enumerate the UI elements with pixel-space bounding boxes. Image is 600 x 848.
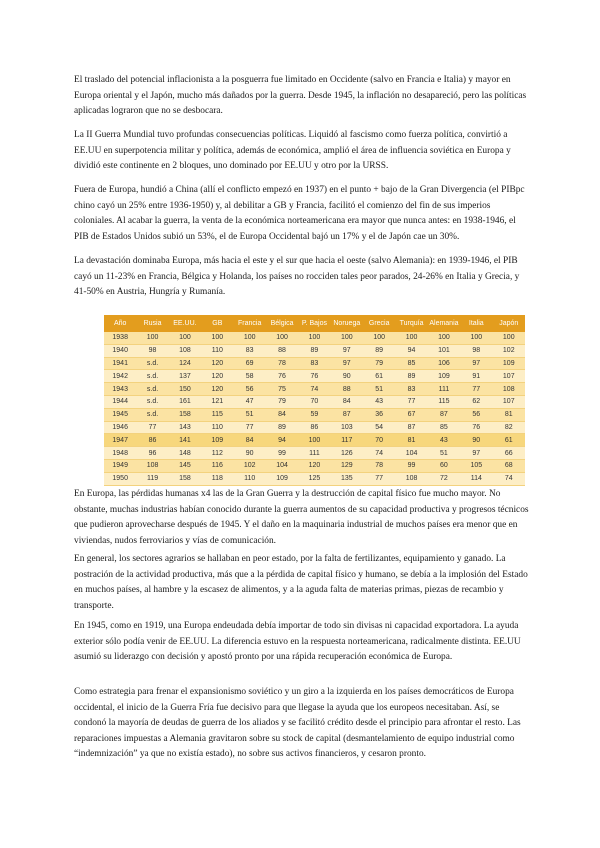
table-cell: 85 [428, 421, 460, 434]
table-cell: 84 [234, 434, 266, 447]
table-cell: 99 [266, 447, 298, 460]
table-cell: 125 [298, 472, 330, 485]
table-cell: 89 [298, 344, 330, 357]
table-cell: 60 [428, 459, 460, 472]
table-cell: 108 [136, 459, 168, 472]
table-cell: 1950 [104, 472, 136, 485]
table-cell: 121 [201, 395, 233, 408]
table-row [104, 357, 525, 370]
table-cell: 1942 [104, 370, 136, 383]
table-cell: 90 [331, 370, 363, 383]
table-cell: 36 [363, 408, 395, 421]
paragraph-outside-europe: Fuera de Europa, hundió a China (allí el conflicto empezó en 1937) en el punto + bajo de la Gran Divergencia (el PIBpc chino cayó un 25% entre 1936-1950) y, al debilitar a GB y Francia, facilitó el comienzo del fin de sus imperios coloniales. Al acabar la guerra, la venta de la económica norteamericana era mayor que nunca antes: en 1938-1946, el PIB de Estados Unidos subió un 53%, el de Europa Occidental bajó un 17% y el de Japón cae un 30%. [74, 185, 525, 242]
table-cell: 56 [234, 383, 266, 396]
table-cell: 120 [201, 383, 233, 396]
table-cell: 109 [201, 434, 233, 447]
table-header-cell: EE.UU. [169, 315, 201, 332]
table-cell: 129 [331, 459, 363, 472]
table-cell: 59 [298, 408, 330, 421]
table-cell: 1949 [104, 459, 136, 472]
table-cell: 109 [266, 472, 298, 485]
table-cell: 77 [395, 395, 427, 408]
table-cell: 75 [266, 383, 298, 396]
table-cell: 70 [363, 434, 395, 447]
table-cell: 106 [428, 357, 460, 370]
table-header-cell: Grecia [363, 315, 395, 332]
table-cell: 102 [493, 344, 526, 357]
table-cell: 107 [493, 370, 526, 383]
table-cell: 100 [460, 332, 492, 344]
table-cell: 74 [493, 472, 526, 485]
table-cell: 91 [460, 370, 492, 383]
table-cell: 158 [169, 472, 201, 485]
table-row [104, 344, 525, 357]
table-cell: 51 [234, 408, 266, 421]
table-cell: 100 [331, 332, 363, 344]
table-cell: 76 [298, 370, 330, 383]
table-cell: 115 [428, 395, 460, 408]
table-row [104, 472, 525, 485]
table-cell: 124 [169, 357, 201, 370]
table-header-row [104, 315, 525, 332]
table-cell: 105 [460, 459, 492, 472]
table-cell: 109 [493, 357, 526, 370]
table-cell: 100 [136, 332, 168, 344]
table-row [104, 447, 525, 460]
table-cell: 100 [298, 434, 330, 447]
table-cell: 158 [169, 408, 201, 421]
table-cell: 88 [266, 344, 298, 357]
table-cell: 100 [201, 332, 233, 344]
table-cell: 84 [331, 395, 363, 408]
table-cell: 137 [169, 370, 201, 383]
table-cell: 82 [493, 421, 526, 434]
table-row [104, 421, 525, 434]
table-cell: 111 [298, 447, 330, 460]
table-cell: 102 [234, 459, 266, 472]
table-cell: 1945 [104, 408, 136, 421]
table-header-cell: Turquía [395, 315, 427, 332]
table-cell: s.d. [136, 395, 168, 408]
table-cell: 98 [136, 344, 168, 357]
table-cell: 62 [460, 395, 492, 408]
table-cell: 66 [493, 447, 526, 460]
table-cell: 89 [266, 421, 298, 434]
table-cell: 143 [169, 421, 201, 434]
table-cell: 83 [234, 344, 266, 357]
table-cell: 145 [169, 459, 201, 472]
table-cell: 1938 [104, 332, 136, 344]
table-cell: 88 [331, 383, 363, 396]
table-cell: 56 [460, 408, 492, 421]
table-header-cell: Japón [493, 315, 526, 332]
table-body [104, 332, 525, 485]
table-cell: 115 [201, 408, 233, 421]
table-cell: 1940 [104, 344, 136, 357]
table-cell: 81 [493, 408, 526, 421]
table-cell: 126 [331, 447, 363, 460]
table-cell: 79 [363, 357, 395, 370]
table-cell: 43 [428, 434, 460, 447]
table-cell: 90 [234, 447, 266, 460]
table-header-cell: Año [104, 315, 136, 332]
table-cell: 104 [395, 447, 427, 460]
table-header-cell: Italia [460, 315, 492, 332]
table-cell: 77 [460, 383, 492, 396]
table-cell: 94 [395, 344, 427, 357]
table-cell: 148 [169, 447, 201, 460]
table-cell: 89 [395, 370, 427, 383]
table-cell: 114 [460, 472, 492, 485]
paragraph-devastation: La devastación dominaba Europa, más hacia el este y el sur que hacia el oeste (salvo Alemania): en 1939-1946, el PIB cayó un 11-23% en Francia, Bélgica y Holanda, los países no rocciden tales peor parados, 24-26% en Italia y Grecia, y 41-50% en Austria, Hungría y Rumanía. [74, 256, 520, 298]
table-cell: 118 [201, 472, 233, 485]
table-cell: 47 [234, 395, 266, 408]
table-cell: 68 [493, 459, 526, 472]
table-cell: 43 [363, 395, 395, 408]
table-cell: 100 [298, 332, 330, 344]
table-cell: 67 [395, 408, 427, 421]
table-cell: 120 [201, 370, 233, 383]
paragraph-cold-war-strategy: Como estrategia para frenar el expansionismo soviético y un giro a la izquierda en los países democráticos de Europa occidental, el inicio de la Guerra Fría fue decisivo para que llegase la ayuda que los europeos necesitaban. Así, se condonó la mayoría de deudas de guerra de los aliados y se facilitó crédito desde el principio para afrontar el resto. Las reparaciones impuestas a Alemania gravitaron sobre su stock de capital (desmantelamiento de equipo industrial como “indemnización” ya que no existía estado), no sobre sus activos financieros, y cesaron pronto. [74, 687, 521, 760]
table-cell: 87 [331, 408, 363, 421]
table-cell: 78 [363, 459, 395, 472]
table-row [104, 383, 525, 396]
table-cell: 1941 [104, 357, 136, 370]
table-cell: 77 [363, 472, 395, 485]
table-cell: 83 [298, 357, 330, 370]
table-row [104, 332, 525, 344]
table-header-cell: Francia [234, 315, 266, 332]
table-cell: 51 [428, 447, 460, 460]
table-cell: 70 [298, 395, 330, 408]
table-cell: 100 [428, 332, 460, 344]
table-cell: 97 [331, 357, 363, 370]
paragraph-agrarian-sectors: En general, los sectores agrarios se hallaban en peor estado, por la falta de fertilizantes, equipamiento y ganado. La postración de la actividad productiva, más que a la pérdida de capital físico y humano, se debía a la implosión del Estado en muchos países, al hambre y la escasez de alimentos, y a la aguda falta de materias primas, piezas de recambio y transporte. [74, 554, 528, 611]
table-cell: 110 [234, 472, 266, 485]
table-cell: 100 [493, 332, 526, 344]
table-cell: 1943 [104, 383, 136, 396]
table-cell: 1947 [104, 434, 136, 447]
table-cell: 109 [428, 370, 460, 383]
paragraph-human-losses: En Europa, las pérdidas humanas x4 las de la Gran Guerra y la destrucción de capital físico fue mucho mayor. No obstante, muchas industrias habían conocido durante la guerra aumentos de su capacidad productiva y progresos técnicos que pudieron aprovecharse después de 1945. Y el daño en la maquinaria industrial de muchos países era menor que en viviendas, nudos ferroviarios y vías de comunicación. [74, 489, 529, 546]
table-cell: 119 [136, 472, 168, 485]
table-cell: 120 [201, 357, 233, 370]
table-cell: 77 [136, 421, 168, 434]
table-cell: 90 [460, 434, 492, 447]
table-cell: s.d. [136, 383, 168, 396]
table-cell: 100 [266, 332, 298, 344]
table-cell: 78 [266, 357, 298, 370]
table-cell: 86 [136, 434, 168, 447]
table-cell: 61 [493, 434, 526, 447]
table-cell: 107 [493, 395, 526, 408]
table-cell: s.d. [136, 370, 168, 383]
table-cell: 74 [363, 447, 395, 460]
table-cell: 79 [266, 395, 298, 408]
table-cell: 161 [169, 395, 201, 408]
table-row [104, 408, 525, 421]
table-cell: 74 [298, 383, 330, 396]
table-row [104, 434, 525, 447]
table-cell: 51 [363, 383, 395, 396]
table-cell: 97 [331, 344, 363, 357]
table-cell: 112 [201, 447, 233, 460]
table-cell: 87 [395, 421, 427, 434]
table-cell: 96 [136, 447, 168, 460]
table-cell: s.d. [136, 357, 168, 370]
table-cell: 100 [234, 332, 266, 344]
table-cell: 110 [201, 421, 233, 434]
table-cell: 117 [331, 434, 363, 447]
table-cell: 76 [460, 421, 492, 434]
table-cell: 101 [428, 344, 460, 357]
paragraph-inflation: El traslado del potencial inflacionista a la posguerra fue limitado en Occidente (salvo en Francia e Italia) y mayor en Europa oriental y el Japón, mucho más dañados por la guerra. Desde 1945, la inflación no desapareció, pero las políticas aplicadas lograron que no se desbocara. [74, 75, 527, 117]
table-cell: 99 [395, 459, 427, 472]
table-cell: 58 [234, 370, 266, 383]
table-cell: 89 [363, 344, 395, 357]
table-cell: 108 [169, 344, 201, 357]
table-cell: 97 [460, 447, 492, 460]
table-cell: 87 [428, 408, 460, 421]
table-cell: 69 [234, 357, 266, 370]
table-header-cell: Bélgica [266, 315, 298, 332]
table-cell: 81 [395, 434, 427, 447]
table-cell: 100 [363, 332, 395, 344]
table-header-cell: Rusia [136, 315, 168, 332]
table-cell: 72 [428, 472, 460, 485]
table-cell: 98 [460, 344, 492, 357]
table-cell: 141 [169, 434, 201, 447]
table-cell: 135 [331, 472, 363, 485]
paragraph-political-consequences: La II Guerra Mundial tuvo profundas consecuencias políticas. Liquidó al fascismo como fuerza política, convirtió a EE.UU en superpotencia militar y política, además de económica, amplió el área de influencia soviética en Europa y dividió este continente en 2 bloques, uno dominado por EE.UU y otro por la URSS. [74, 130, 511, 172]
table-cell: 110 [201, 344, 233, 357]
table-cell: 116 [201, 459, 233, 472]
table-cell: 1944 [104, 395, 136, 408]
table-header-cell: Noruega [331, 315, 363, 332]
table-cell: 100 [395, 332, 427, 344]
table-cell: 100 [169, 332, 201, 344]
table-row [104, 395, 525, 408]
table-cell: 76 [266, 370, 298, 383]
table-cell: 84 [266, 408, 298, 421]
table-header-cell: Alemania [428, 315, 460, 332]
table-header-cell: GB [201, 315, 233, 332]
table-cell: 61 [363, 370, 395, 383]
table-cell: 54 [363, 421, 395, 434]
table-cell: 77 [234, 421, 266, 434]
table-cell: 97 [460, 357, 492, 370]
table-cell: 104 [266, 459, 298, 472]
table-cell: 111 [428, 383, 460, 396]
table-cell: 103 [331, 421, 363, 434]
table-cell: 1946 [104, 421, 136, 434]
gdp-index-table [104, 315, 525, 483]
table-cell: 120 [298, 459, 330, 472]
table-cell: 1948 [104, 447, 136, 460]
table-cell: 94 [266, 434, 298, 447]
table-cell: 86 [298, 421, 330, 434]
table-cell: 108 [395, 472, 427, 485]
table-cell: 150 [169, 383, 201, 396]
table-row [104, 370, 525, 383]
table-cell: 83 [395, 383, 427, 396]
table-row [104, 459, 525, 472]
table-cell: 85 [395, 357, 427, 370]
paragraph-indebted-europe: En 1945, como en 1919, una Europa endeudada debía importar de todo sin divisas ni capacidad exportadora. La ayuda exterior sólo podía venir de EE.UU. La diferencia estuvo en la respuesta norteamericana, radicalmente distinta. EE.UU asumió su liderazgo con decisión y apostó pronto por una rápida recuperación económica de Europa. [74, 621, 521, 663]
table-cell: s.d. [136, 408, 168, 421]
table-cell: 108 [493, 383, 526, 396]
table-header-cell: P. Bajos [298, 315, 330, 332]
